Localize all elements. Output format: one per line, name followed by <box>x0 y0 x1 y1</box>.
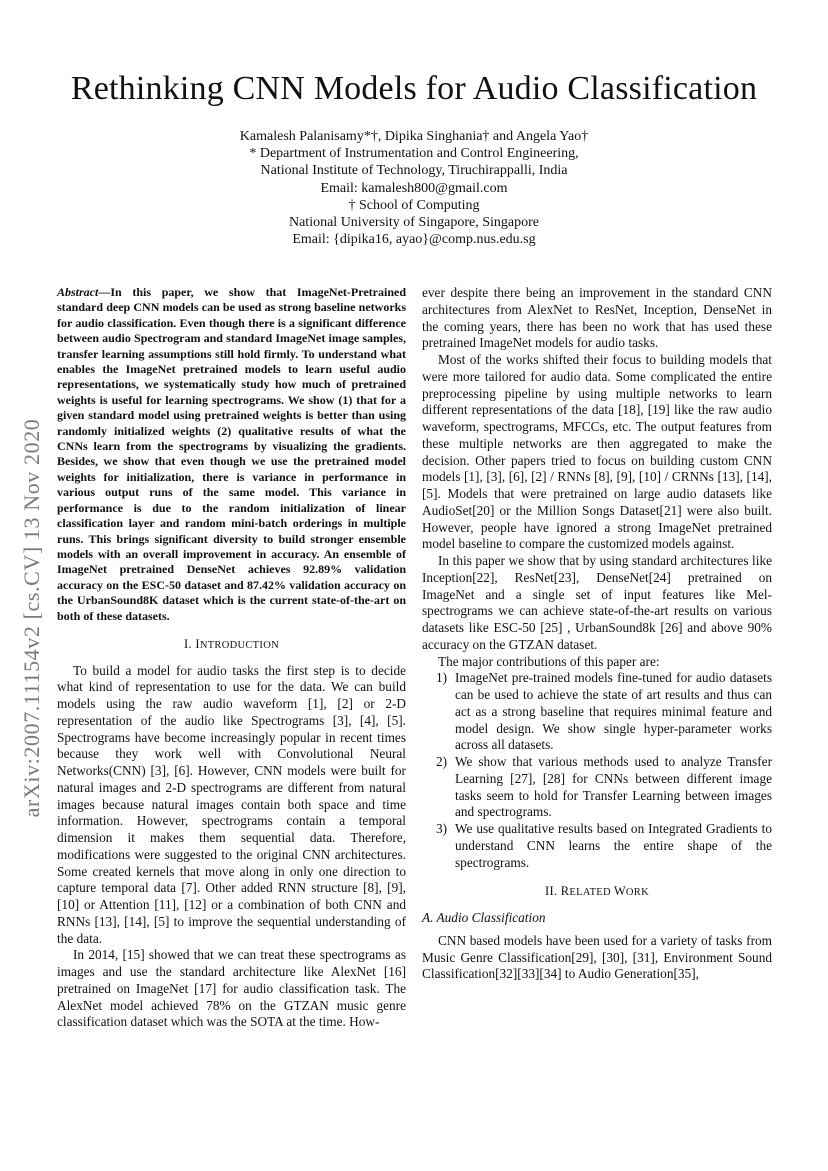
affiliation-2-line-1: † School of Computing <box>348 197 480 213</box>
intro-paragraph-2: In 2014, [15] showed that we can treat these spectrograms as images and use the standard architecture like AlexNet [16] pretrained on ImageNet [17] for audio classification task. The AlexNet model achieved 78% on the GTZAN music genre classification dataset which was the SOTA at the time. How- <box>57 947 406 1030</box>
abstract-text: —In this paper, we show that ImageNet-Pretrained standard deep CNN models can be used as strong baseline networks for audio classification. Even though there is a significant difference between audio Spectrogram and standard ImageNet image samples, transfer learning assumptions still hold firmly. To understand what enables the ImageNet pretrained models to learn useful audio representations, we systematically study how much of pretrained weights is useful for learning spectrograms. We show (1) that for a given standard model using pretrained weights is better than using randomly initialized weights (2) qualitative results of what the CNNs learn from the spectrograms by visualizing the gradients. Besides, we show that even though we use the pretrained model weights for initialization, there is variance in performance in various output runs of the same model. This variance in performance is due to the random initialization of linear classification layer and random mini-batch orderings in multiple runs. This brings significant diversity to build stronger ensemble models with an overall improvement in accuracy. An ensemble of ImageNet pretrained DenseNet achieves 92.89% validation accuracy on the ESC-50 dataset and 87.42% validation accuracy on the UrbanSound8K dataset which is the current state-of-the-art on both of these datasets. <box>57 285 406 623</box>
author-block <box>0 128 828 248</box>
intro-paragraph-3: ever despite there being an improvement in the standard CNN architectures from AlexNet to ResNet, Inception, DenseNet in the coming years, there has been no work that has used these pretrained ImageNet models for audio tasks. <box>422 285 772 351</box>
section-heading-related-work: II. RELATED WORK <box>545 884 649 899</box>
author-names: Kamalesh Palanisamy*†, Dipika Singhania† and Angela Yao† <box>239 129 589 144</box>
paper-title: Rethinking CNN Models for Audio Classification <box>70 70 758 107</box>
contributions-intro: The major contributions of this paper are: <box>438 653 660 669</box>
abstract-label: Abstract <box>57 285 99 299</box>
arxiv-sidebar <box>14 368 50 868</box>
affiliation-2-email: Email: {dipika16, ayao}@comp.nus.edu.sg <box>292 232 536 248</box>
list-item: 1) ImageNet pre-trained models fine-tuned for audio datasets can be used to achieve the state of art results and thus can act as a strong baseline that requires minimal feature and model design. We show single hyper-parameter works across all datasets. <box>436 670 772 753</box>
section-heading-introduction: I. INTRODUCTION <box>184 636 279 651</box>
affiliation-2-line-2: National University of Singapore, Singapore <box>288 215 539 231</box>
affiliation-1-email: Email: kamalesh800@gmail.com <box>320 180 508 196</box>
abstract <box>57 285 406 624</box>
list-item: 2) We show that various methods used to analyze Transfer Learning [27], [28] for CNNs between different image tasks seem to hold for Transfer Learning between images and spectrograms. <box>436 754 772 820</box>
affiliation-1-line-1: * Department of Instrumentation and Control Engineering, <box>249 146 579 162</box>
intro-paragraph-4: Most of the works shifted their focus to building models that were more tailored for audio data. Some complicated the entire preprocessing pipeline by using multiple networks to learn different representations of the data [18], [19] like the raw audio waveform, spectrograms, MFCCs, etc. The output features from these multiple networks are then aggregated to make the decision. Other papers tried to focus on building custom CNN models [1], [3], [6], [2] / RNNs [8], [9], [10] / CRNNs [13], [14], [5]. Models that were pretrained on large audio datasets like AudioSet[20] or the Million Songs Dataset[21] were also built. However, people have ignored a strong ImageNet pretrained model baseline to compare the customized models against. <box>422 352 772 552</box>
intro-paragraph-5: In this paper we show that by using standard architectures like Inception[22], ResNet[23], DenseNet[24] pretrained on ImageNet and a single set of input features like Mel-spectrograms we can achieve state-of-the-art results on various datasets like ESC-50 [25] , UrbanSound8k [26] and above 90% accuracy on the GTZAN dataset. <box>422 553 772 652</box>
arxiv-identifier: arXiv:2007.11154v2 [cs.CV] 13 Nov 2020 <box>19 418 44 818</box>
contributions-list <box>422 670 772 871</box>
affiliation-1-line-2: National Institute of Technology, Tiruchirappalli, India <box>260 163 568 179</box>
list-item: 3) We use qualitative results based on Integrated Gradients to understand CNN learns the entire shape of the spectrograms. <box>436 821 772 870</box>
related-work-paragraph-1: CNN based models have been used for a variety of tasks from Music Genre Classification[29], [30], [31], Environment Sound Classification[32][33][34] to Audio Generation[35], <box>422 932 772 982</box>
left-column <box>57 285 406 1031</box>
intro-paragraph-1: To build a model for audio tasks the first step is to decide what kind of representation to use for the data. We can build models using the raw audio waveform [1], [2] or 2-D representation of the audio like Spectrograms [3], [4], [5]. Spectrograms have become increasingly popular in recent times because they work well with Convolutional Neural Networks(CNN) [3], [6]. However, CNN models were built for natural images and 2-D spectrograms are different from natural images because natural images contain both space and time information. However, spectrograms contain a temporal dimension it makes them sequential data. Therefore, modifications were suggested to the original CNN architectures. Some created kernels that move along in only one direction to capture temporal data [7]. Other added RNN structure [8], [9], [10] or Attention [11], [12] or a combination of both CNN and RNNs [13], [14], [5] to improve the sequential understanding of the data. <box>57 662 406 946</box>
subsection-heading-audio-classification: A. Audio Classification <box>422 910 546 925</box>
right-column <box>422 285 772 983</box>
